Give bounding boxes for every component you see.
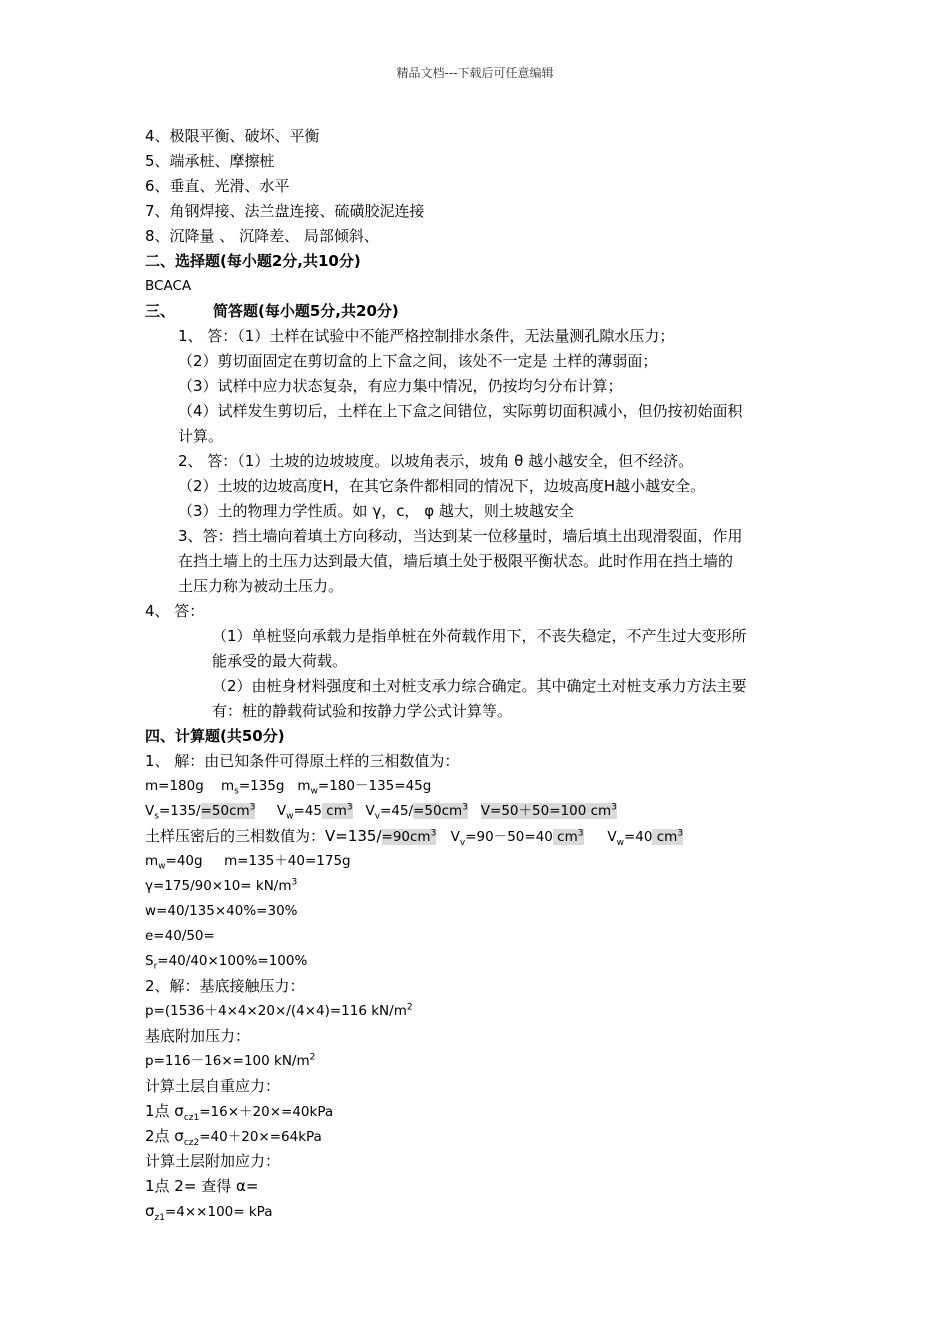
short-answer-4-label: 4、 答：	[145, 602, 205, 620]
fill-answer-6: 6、垂直、光滑、水平	[145, 177, 290, 195]
point1-value: =16×＋20×=40kPa	[199, 1104, 334, 1120]
highlight-vv-compacted	[553, 829, 584, 845]
subscript-z1: z1	[154, 1213, 165, 1223]
subscript-cz1: cz1	[183, 1113, 200, 1123]
calc-1-unit-weight	[145, 875, 297, 897]
short-answer-1-line5: 计算。	[178, 427, 224, 445]
unit-cm: cm	[652, 829, 678, 845]
highlight-vw-compacted	[652, 829, 683, 845]
vs-value: =50cm	[200, 803, 250, 819]
v-compacted-value: =90cm	[381, 829, 431, 845]
short-answer-4-line1: （1）单桩竖向承载力是指单桩在外荷载作用下，不丧失稳定，不产生过大变形所	[212, 627, 747, 645]
vs-label: V	[145, 803, 155, 819]
fill-answer-4: 4、极限平衡、破坏、平衡	[145, 127, 320, 145]
short-answer-1-line4: （4）试样发生剪切后，土样在上下盒之间错位，实际剪切面积减小，但仍按初始面积	[178, 402, 743, 420]
mw-value: =40g	[165, 853, 203, 869]
short-answer-2-line3: （3）土的物理力学性质。如 γ，c， φ 越大，则土坡越安全	[178, 502, 574, 520]
mass-water-value: =180－135=45g	[317, 778, 432, 794]
short-answer-1-line3: （3）试样中应力状态复杂，有应力集中情况，仍按均匀分布计算；	[178, 377, 623, 395]
highlight-vs	[201, 803, 256, 819]
mass-total: m=180g	[145, 778, 204, 794]
vv-value: =50cm	[413, 803, 463, 819]
point1-sigma: 1点 σ	[145, 1102, 184, 1120]
superscript-3: 3	[611, 802, 617, 813]
compacted-intro: 土样压密后的三相数值为：V=135/	[145, 827, 382, 845]
fill-answer-5: 5、端承桩、摩擦桩	[145, 152, 275, 170]
calc-1-intro: 1、 解：由已知条件可得原土样的三相数值为：	[145, 752, 460, 770]
superscript-3: 3	[430, 828, 437, 839]
gamma-expr: γ=175/90×10= kN/m	[145, 878, 292, 894]
short-answer-2-line2: （2）土坡的边坡高度H，在其它条件都相同的情况下，边坡高度H越小越安全。	[178, 477, 706, 495]
vv-compacted-expr: =90－50=40	[465, 829, 553, 845]
m-compacted: m=135＋40=175g	[224, 853, 351, 869]
short-answer-3-line2: 在挡土墙上的土压力达到最大值，墙后填土处于极限平衡状态。此时作用在挡土墙的	[178, 552, 734, 570]
mass-solid-label: m	[220, 778, 235, 794]
unit-cm: cm	[322, 803, 347, 819]
calc-2-point1-selfweight	[145, 1100, 333, 1123]
short-answer-4-line2: 能承受的最大荷载。	[212, 652, 348, 670]
superscript-2: 2	[406, 1002, 413, 1013]
short-answer-1-line1: 1、 答：（1）土样在试验中不能严格控制排水条件，无法量测孔隙水压力；	[178, 327, 675, 345]
mass-solid-value: =135g	[238, 778, 285, 794]
highlight-v-total	[481, 803, 617, 819]
unit-cm: cm	[552, 829, 578, 845]
calc-1-masses	[145, 775, 431, 797]
sigma-z1-value: =4××100= kPa	[164, 1204, 273, 1220]
calc-2-point1-additional	[145, 1200, 273, 1223]
v-total: V=50＋50=100 cm	[480, 803, 612, 819]
sr-value: =40/40×100%=100%	[157, 953, 308, 969]
calc-2-intro: 2、解：基底接触压力：	[145, 977, 305, 995]
subscript-w: w	[286, 811, 294, 822]
sr-label: S	[145, 953, 154, 969]
sigma-z1: σ	[145, 1202, 155, 1220]
calc-1-compacted	[145, 825, 683, 848]
calc-1-water-content: w=40/135×40%=30%	[145, 903, 298, 919]
subscript-r: r	[153, 961, 158, 972]
section-number: 三、	[145, 302, 176, 320]
p-additional-expr: p=116－16×=100 kN/m	[145, 1053, 310, 1069]
superscript-2: 2	[309, 1052, 316, 1063]
fill-answer-8: 8、沉降量 、 沉降差、 局部倾斜、	[145, 227, 379, 245]
vv-expr: =45/	[380, 803, 414, 819]
short-answer-2-line1: 2、 答：（1）土坡的边坡坡度。以坡角表示，坡角 θ 越小越安全，但不经济。	[178, 452, 694, 470]
subscript-w: w	[310, 786, 318, 797]
subscript-cz2: cz2	[183, 1138, 200, 1148]
section-heading-short	[145, 300, 399, 322]
short-answer-4-line3: （2）由桩身材料强度和土对桩支承力综合确定。其中确定土对桩支承力方法主要	[212, 677, 747, 695]
superscript-3: 3	[291, 877, 298, 888]
highlight-v-compacted	[382, 829, 437, 845]
superscript-3: 3	[462, 802, 468, 813]
point2-sigma: 2点 σ	[145, 1127, 184, 1145]
highlight-vw	[322, 803, 353, 819]
vw-label: V	[276, 803, 287, 819]
p-contact-expr: p=(1536＋4×4×20×/(4×4)=116 kN/m	[145, 1003, 407, 1019]
subscript-v: v	[459, 838, 466, 848]
calc-2-point1-lookup: 1点 2= 查得 α=	[145, 1177, 259, 1195]
vw-value: =45	[293, 803, 322, 819]
highlight-vv	[413, 803, 468, 819]
vw-compacted-value: =40	[623, 829, 653, 845]
fill-answer-7: 7、角钢焊接、法兰盘连接、硫磺胶泥连接	[145, 202, 425, 220]
superscript-3: 3	[677, 828, 684, 839]
section-heading-calc: 四、计算题(共50分)	[145, 727, 285, 745]
vv-label: V	[365, 803, 375, 819]
superscript-3: 3	[577, 828, 584, 839]
mass-water-label: m	[297, 778, 311, 794]
short-answer-4-line4: 有：桩的静载荷试验和按静力学公式计算等。	[212, 702, 513, 720]
calc-2-additional-pressure	[145, 1050, 315, 1072]
point2-value: =40＋20×=64kPa	[199, 1129, 322, 1145]
calc-2-additional-label: 基底附加压力：	[145, 1027, 251, 1045]
page-header: 精品文档---下载后可任意编辑	[396, 66, 554, 80]
calc-1-saturation	[145, 950, 307, 972]
calc-2-point2-selfweight	[145, 1125, 322, 1148]
vv-label: V	[450, 829, 460, 845]
calc-2-additional-stress-label: 计算土层附加应力：	[145, 1152, 281, 1170]
vw-label: V	[607, 829, 617, 845]
choice-answers: BCACA	[145, 278, 192, 294]
superscript-3: 3	[346, 802, 353, 813]
calc-1-void-ratio: e=40/50=	[145, 928, 215, 944]
calc-1-compacted-masses	[145, 850, 351, 872]
mw-label: m	[145, 853, 159, 869]
short-answer-3-line1: 3、答：挡土墙向着填土方向移动，当达到某一位移量时，墙后填土出现滑裂面，作用	[178, 527, 743, 545]
calc-2-selfweight-label: 计算土层自重应力：	[145, 1077, 281, 1095]
subscript-w: w	[616, 838, 624, 848]
calc-2-contact-pressure	[145, 1000, 413, 1022]
superscript-3: 3	[249, 802, 256, 813]
section-heading-choice: 二、选择题(每小题2分,共10分)	[145, 252, 361, 270]
section-title: 简答题(每小题5分,共20分)	[213, 302, 399, 320]
calc-1-volumes	[145, 800, 617, 822]
short-answer-1-line2: （2）剪切面固定在剪切盒的上下盒之间，该处不一定是 土样的薄弱面；	[178, 352, 658, 370]
subscript-s: s	[234, 786, 239, 797]
subscript-w: w	[158, 861, 166, 872]
subscript-v: v	[374, 811, 381, 822]
subscript-s: s	[154, 811, 159, 822]
vs-expr: =135/	[158, 803, 201, 819]
short-answer-3-line3: 土压力称为被动土压力。	[178, 577, 344, 595]
